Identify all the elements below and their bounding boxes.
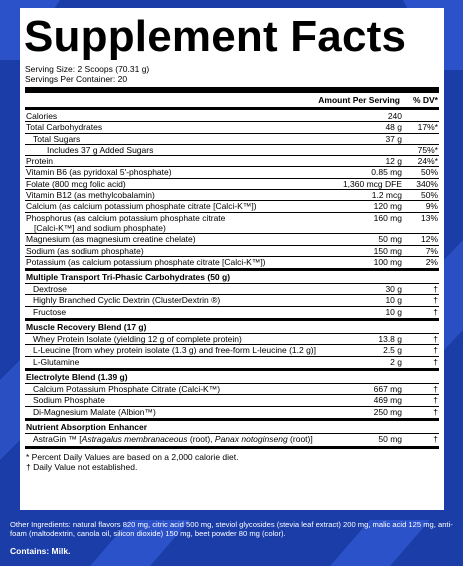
nutrient-row: Potassium (as calcium potassium phosphate citrate [Calci-K™]) 100 mg 2%: [26, 256, 438, 267]
nutrient-row: Calcium (as calcium potassium phosphate citrate [Calci-K™]) 120 mg 9%: [26, 201, 438, 212]
nutrient-row: Sodium (as sodium phosphate) 150 mg 7%: [26, 245, 438, 256]
blend-row: L-Glutamine 2 g †: [25, 356, 439, 367]
nutrient-row: Protein 12 g 24%*: [26, 156, 438, 167]
section-divider: [25, 368, 439, 371]
blend-title: Muscle Recovery Blend (17 g): [26, 322, 147, 333]
nutrient-row: Vitamin B12 (as methylcobalamin) 1.2 mcg 50%: [26, 190, 438, 201]
bg-shape: [0, 360, 20, 460]
section-divider: [25, 268, 439, 271]
nutrient-row: Phosphorus (as calcium potassium phosphate citrate [Calci-K™] and sodium phosphate) 160 mg 13%: [26, 212, 438, 233]
blend-title: Electrolyte Blend (1.39 g): [26, 371, 128, 382]
blend-row: Dextrose 30 g †: [25, 283, 439, 294]
bg-shape: [444, 240, 463, 350]
section-divider: [25, 446, 439, 449]
blend-row: Calcium Potassium Phosphate Citrate (Calci-K™) 667 mg †: [25, 383, 439, 394]
column-header: [25, 95, 439, 106]
nutrient-row: Vitamin B6 (as pyridoxal 5'-phosphate) 0.85 mg 50%: [26, 167, 438, 178]
nutrient-row: Total Carbohydrates 48 g 17%*: [26, 122, 438, 133]
servings-per-container: Servings Per Container: 20: [25, 74, 128, 84]
thick-divider: [25, 87, 439, 93]
mid-divider: [25, 107, 439, 110]
blend-row: L-Leucine [from whey protein isolate (1.3 g) and free-form L-leucine (1.2 g)] 2.5 g †: [25, 344, 439, 355]
other-ingredients: Other Ingredients: natural flavors 820 mg, citric acid 500 mg, steviol glycosides (stevia leaf extract) 200 mg, malic acid 125 mg, anti-foam (maltodextrin, canola oil, silicon dioxide) 150 mg, beet powder 80 mg (color).: [10, 520, 453, 539]
enhancer-row: AstraGin ™ [Astragalus membranaceous (root), Panax notoginseng (root)] 50 mg †: [25, 433, 439, 444]
footnote-dv: * Percent Daily Values are based on a 2,000 calorie diet.: [26, 452, 239, 463]
panel-title: Supplement Facts: [24, 12, 407, 61]
footnote-dagger: † Daily Value not established.: [26, 462, 138, 473]
blend-title: Multiple Transport Tri-Phasic Carbohydrates (50 g): [26, 272, 231, 283]
serving-size: Serving Size: 2 Scoops (70.31 g): [25, 64, 150, 74]
section-divider: [25, 418, 439, 421]
enhancer-title: Nutrient Absorption Enhancer: [26, 421, 148, 432]
section-divider: [25, 318, 439, 321]
nutrient-row: Calories 240: [26, 111, 402, 121]
allergen-statement: Contains: Milk.: [10, 546, 71, 556]
nutrient-row: Folate (800 mcg folic acid) 1,360 mcg DFE 340%: [26, 178, 438, 189]
blend-row: Whey Protein Isolate (yielding 12 g of complete protein) 13.8 g †: [25, 333, 439, 344]
dv-header: % DV*: [412, 95, 438, 105]
blend-row: Highly Branched Cyclic Dextrin (ClusterDextrin ®) 10 g †: [25, 294, 439, 305]
blend-row: Sodium Phosphate 469 mg †: [25, 394, 439, 405]
nutrient-row: Includes 37 g Added Sugars 75%*: [25, 144, 439, 155]
nutrient-row: Magnesium (as magnesium creatine chelate) 50 mg 12%: [26, 234, 438, 245]
amount-header: Amount Per Serving: [318, 95, 400, 105]
nutrient-row: Total Sugars 37 g: [25, 133, 439, 144]
blend-row: Fructose 10 g †: [25, 306, 439, 317]
blend-row: Di-Magnesium Malate (Albion™) 250 mg †: [25, 406, 439, 417]
supplement-facts-panel: [20, 8, 444, 510]
